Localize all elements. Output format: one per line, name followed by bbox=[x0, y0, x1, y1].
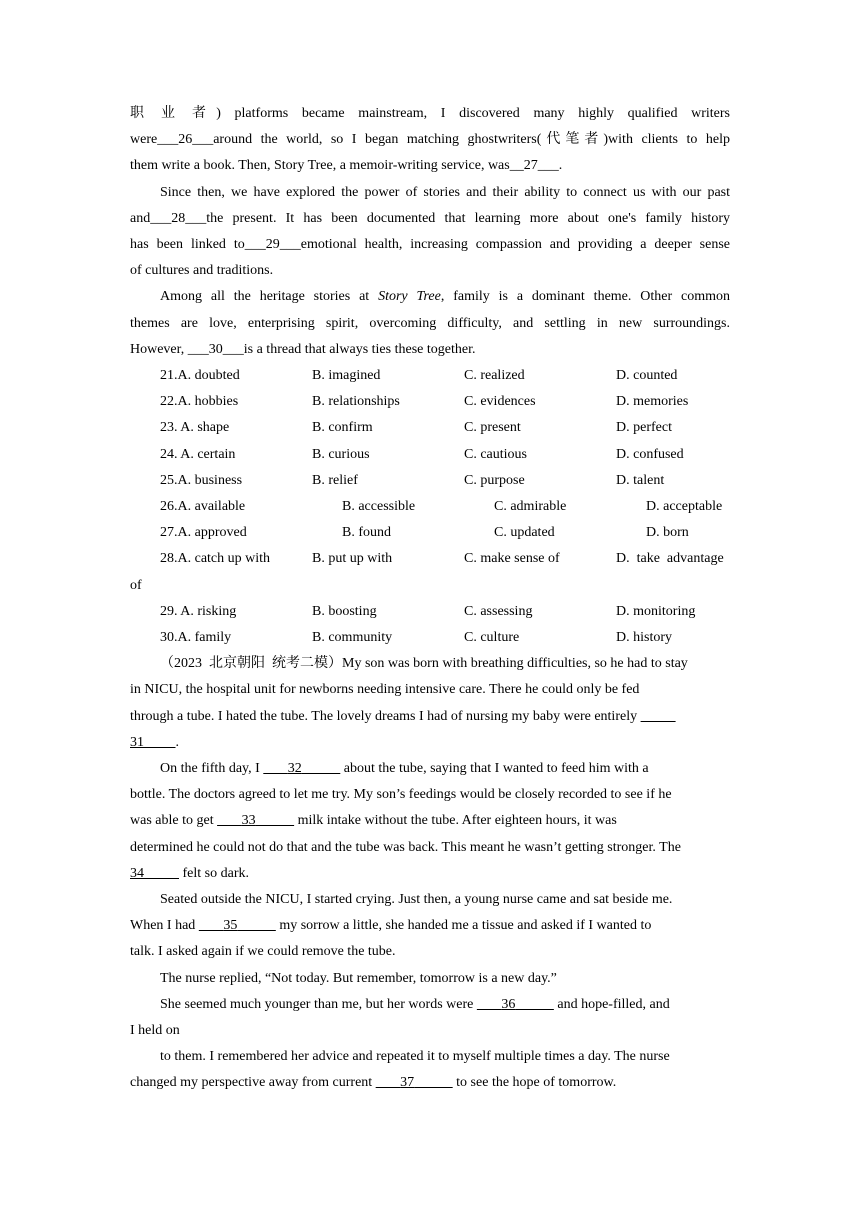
option-a: 24. A. certain bbox=[160, 446, 236, 462]
text-run: and hope-filled, and bbox=[553, 996, 670, 1012]
blank-37 bbox=[376, 1075, 453, 1090]
passage2-line: I held on bbox=[130, 1022, 180, 1038]
passage2-line bbox=[130, 1070, 730, 1096]
option-row bbox=[130, 442, 730, 468]
blank-number: 31 bbox=[130, 734, 144, 750]
passage2-line: talk. I asked again if we could remove the tube. bbox=[130, 944, 396, 960]
option-b: B. confirm bbox=[312, 420, 373, 436]
option-a: 25.A. business bbox=[160, 472, 243, 488]
blank-35 bbox=[199, 918, 276, 933]
text-run: felt so dark. bbox=[179, 865, 249, 881]
option-a: 23. A. shape bbox=[160, 420, 230, 436]
passage1-line: themes are love, enterprising spirit, overcoming difficulty, and settling in new surroundings. bbox=[130, 315, 730, 331]
option-d: D. talent bbox=[616, 472, 665, 488]
option-d: D. memories bbox=[616, 394, 689, 410]
passage1-line: 职 业 者 ) platforms became mainstream, I discovered many highly qualified writers bbox=[130, 106, 730, 121]
option-c: C. updated bbox=[494, 525, 555, 541]
option-b: B. curious bbox=[312, 446, 370, 462]
option-a: 22.A. hobbies bbox=[160, 394, 239, 410]
text-run: to see the hope of tomorrow. bbox=[452, 1075, 617, 1091]
passage2-line bbox=[130, 992, 730, 1018]
option-d: D. perfect bbox=[616, 420, 672, 436]
option-d: D. history bbox=[616, 629, 672, 645]
option-b: B. community bbox=[312, 629, 393, 645]
option-row bbox=[130, 546, 730, 572]
blank-number: 36 bbox=[501, 996, 516, 1012]
option-row-wrap bbox=[130, 573, 730, 599]
passage1-line: were___26___around the world, so I began matching ghostwriters(代笔者)with clients to help bbox=[130, 132, 730, 148]
option-b: B. found bbox=[342, 525, 391, 541]
document-page bbox=[130, 101, 730, 1097]
passage1-line: and___28___the present. It has been documented that learning more about one's family history bbox=[130, 210, 730, 226]
text-run: about the tube, saying that I wanted to feed him with a bbox=[340, 760, 649, 776]
blank-31 bbox=[130, 735, 176, 750]
option-c: C. admirable bbox=[494, 498, 567, 514]
option-d: D. take advantage bbox=[616, 551, 724, 567]
text-run: milk intake without the tube. After eighteen hours, it was bbox=[294, 813, 617, 829]
text-run: On the fifth day, I bbox=[160, 760, 264, 776]
option-a: 30.A. family bbox=[160, 629, 232, 645]
text-run: through a tube. I hated the tube. The lovely dreams I had of nursing my baby were entirely bbox=[130, 708, 638, 724]
option-wrap-text: of bbox=[130, 577, 142, 593]
text-run: When I had bbox=[130, 918, 199, 934]
option-d: D. confused bbox=[616, 446, 684, 462]
option-d: D. counted bbox=[616, 368, 678, 384]
passage2-line: bottle. The doctors agreed to let me try. My son’s feedings would be closely recorded to see if he bbox=[130, 787, 672, 803]
text-run: , family is a dominant theme. Other common bbox=[440, 289, 731, 305]
blank-number: 37 bbox=[400, 1075, 415, 1091]
text-run: She seemed much younger than me, but her words were bbox=[160, 996, 477, 1012]
option-row bbox=[130, 363, 730, 389]
passage2-line: determined he could not do that and the tube was back. This meant he wasn’t getting stronger. The bbox=[130, 839, 681, 855]
blank-number: 32 bbox=[287, 760, 302, 776]
option-row bbox=[130, 389, 730, 415]
option-a: 28.A. catch up with bbox=[160, 551, 271, 567]
blank-number: 34 bbox=[130, 865, 144, 881]
passage2-line bbox=[130, 756, 730, 782]
option-d: D. born bbox=[646, 525, 689, 541]
option-a: 21.A. doubted bbox=[160, 368, 240, 384]
option-row bbox=[130, 468, 730, 494]
passage1-line: has been linked to___29___emotional health, increasing compassion and providing a deeper sense bbox=[130, 237, 730, 253]
option-c: C. purpose bbox=[464, 472, 525, 488]
passage2-line: 31 . bbox=[130, 734, 179, 750]
option-b: B. relationships bbox=[312, 394, 400, 410]
passage1-line: of cultures and traditions. bbox=[130, 263, 274, 279]
option-a: 26.A. available bbox=[160, 498, 246, 514]
passage2-line: in NICU, the hospital unit for newborns needing intensive care. There he could only be fed bbox=[130, 682, 640, 698]
option-c: C. evidences bbox=[464, 394, 536, 410]
story-tree-italic: Story Tree bbox=[378, 289, 441, 305]
blank-number: 35 bbox=[223, 918, 238, 934]
passage2-line bbox=[130, 861, 730, 887]
option-row bbox=[130, 415, 730, 441]
option-c: C. make sense of bbox=[464, 551, 560, 567]
option-b: B. accessible bbox=[342, 498, 416, 514]
blank-number: 33 bbox=[241, 813, 256, 829]
passage2-line: to them. I remembered her advice and repeated it to myself multiple times a day. The nurse bbox=[160, 1049, 670, 1065]
passage2-line: Seated outside the NICU, I started crying. Just then, a young nurse came and sat beside me. bbox=[160, 891, 673, 907]
passage1-line bbox=[130, 284, 730, 310]
passage1-line: Since then, we have explored the power of stories and their ability to connect us with our past bbox=[160, 184, 730, 200]
passage1-line: them write a book. Then, Story Tree, a memoir-writing service, was__27___. bbox=[130, 158, 563, 174]
option-b: B. relief bbox=[312, 472, 358, 488]
passage2-line: The nurse replied, “Not today. But remember, tomorrow is a new day.” bbox=[160, 970, 557, 986]
option-a: 29. A. risking bbox=[160, 603, 237, 619]
option-c: C. realized bbox=[464, 368, 525, 384]
option-row bbox=[130, 625, 730, 651]
option-b: B. imagined bbox=[312, 368, 381, 384]
blank-underline bbox=[641, 709, 676, 724]
passage2-line: （2023 北京朝阳 统考二模）My son was born with breathing difficulties, so he had to stay bbox=[160, 656, 688, 672]
blank-36 bbox=[477, 997, 554, 1012]
text-run: was able to get bbox=[130, 813, 218, 829]
passage2-line bbox=[130, 808, 730, 834]
text-run: my sorrow a little, she handed me a tissue and asked if I wanted to bbox=[275, 918, 652, 934]
option-row bbox=[130, 494, 730, 520]
option-c: C. present bbox=[464, 420, 521, 436]
options-list bbox=[130, 363, 730, 651]
blank-33 bbox=[217, 813, 294, 828]
option-b: B. boosting bbox=[312, 603, 377, 619]
text-run: Among all the heritage stories at bbox=[160, 289, 379, 305]
option-row bbox=[130, 599, 730, 625]
option-d: D. monitoring bbox=[616, 603, 696, 619]
passage2-line bbox=[130, 913, 730, 939]
passage2-line bbox=[130, 704, 730, 730]
option-b: B. put up with bbox=[312, 551, 393, 567]
option-c: C. assessing bbox=[464, 603, 533, 619]
option-c: C. culture bbox=[464, 629, 520, 645]
option-c: C. cautious bbox=[464, 446, 527, 462]
option-row bbox=[130, 520, 730, 546]
option-d: D. acceptable bbox=[646, 498, 723, 514]
passage1-line: However, ___30___is a thread that always ties these together. bbox=[130, 341, 476, 357]
text-run: changed my perspective away from current bbox=[130, 1075, 376, 1091]
option-a: 27.A. approved bbox=[160, 525, 247, 541]
blank-34 bbox=[130, 866, 179, 881]
blank-32 bbox=[263, 761, 340, 776]
